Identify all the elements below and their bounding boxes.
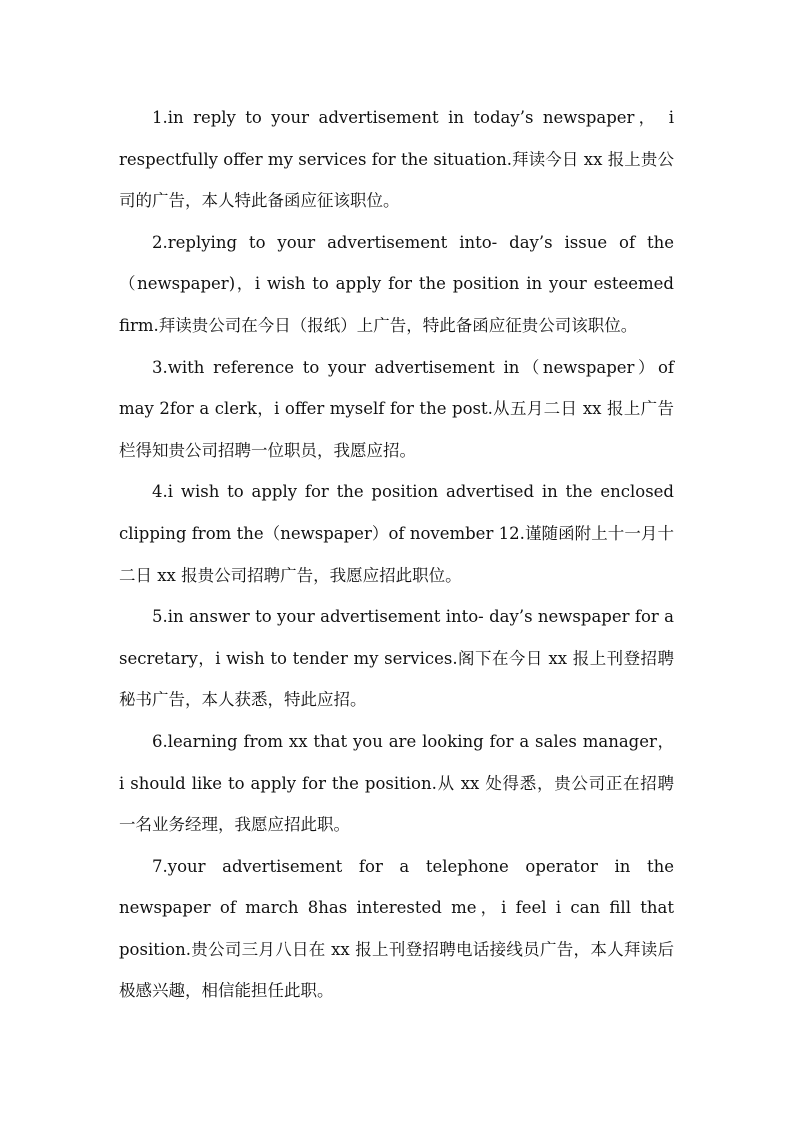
paragraph-7: 7.your advertisement for a telephone operator in the newspaper of march 8has interested me，i feel i can fill that position.贵公司三月八日在 xx 报上刊登招聘电话接线员广告，本人拜读后极感兴趣，相信能担任此职。 [119, 856, 674, 1001]
paragraph-5: 5.in answer to your advertisement into- day’s newspaper for a secretary，i wish to tender my services.阁下在今日 xx 报上刊登招聘秘书广告，本人获悉，特此应招。 [119, 607, 674, 710]
paragraph-2: 2.replying to your advertisement into- day’s issue of the（newspaper)，i wish to apply for the position in your esteemed firm.拜读贵公司在今日（报纸）上广告，特此备函应征贵公司该职位。 [119, 232, 674, 335]
paragraph-6: 6.learning from xx that you are looking for a sales manager， i should like to apply for the position.从 xx 处得悉，贵公司正在招聘一名业务经理，我愿应招此职。 [119, 731, 674, 835]
document-body [119, 97, 674, 1012]
paragraph-4: 4.i wish to apply for the position advertised in the enclosed clipping from the（newspaper）of november 12.谨随函附上十一月十二日 xx 报贵公司招聘广告，我愿应招此职位。 [119, 482, 674, 585]
paragraph-1: 1.in reply to your advertisement in today’s newspaper， i respectfully offer my services for the situation.拜读今日 xx 报上贵公司的广告，本人特此备函应征该职位。 [119, 108, 674, 211]
paragraph-3: 3.with reference to your advertisement in（newspaper）of may 2for a clerk，i offer myself for the post.从五月二日 xx 报上广告栏得知贵公司招聘一位职员，我愿应招。 [119, 357, 674, 460]
